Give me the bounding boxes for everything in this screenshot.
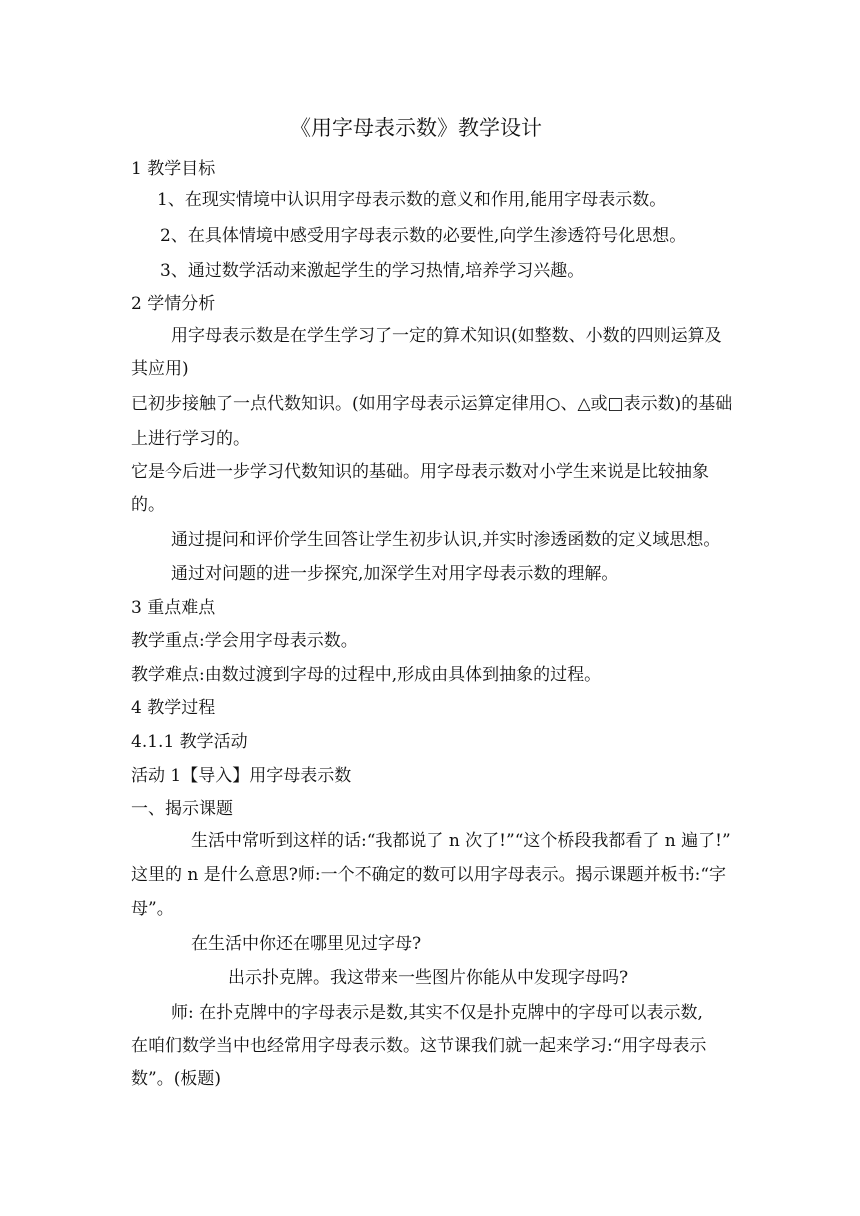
- paragraph-line: 在咱们数学当中也经常用字母表示数。这节课我们就一起来学习:“用字母表示: [131, 1036, 707, 1056]
- paragraph-line: 数”。(板题): [131, 1069, 221, 1089]
- paragraph-line: 母”。: [131, 899, 174, 919]
- paragraph-line: 在生活中你还在哪里见过字母?: [191, 934, 422, 954]
- paragraph-line: 教学难点:由数过渡到字母的过程中,形成由具体到抽象的过程。: [131, 665, 602, 685]
- paragraph-line: 通过提问和评价学生回答让学生初步认识,并实时渗透函数的定义域思想。: [171, 530, 721, 550]
- section-heading-analysis: 2 学情分析: [131, 294, 216, 314]
- goal-item: 2、在具体情境中感受用字母表示数的必要性,向学生渗透符号化思想。: [160, 226, 687, 246]
- part-heading: 一、揭示课题: [131, 799, 233, 819]
- paragraph-line: 的。: [131, 495, 165, 515]
- section-heading-goals: 1 教学目标: [131, 159, 216, 179]
- paragraph-line: 其应用): [131, 359, 189, 379]
- activity-heading: 活动 1【导入】用字母表示数: [131, 766, 352, 786]
- paragraph-line: 教学重点:学会用字母表示数。: [131, 631, 358, 651]
- document-title: 《用字母表示数》教学设计: [290, 116, 542, 140]
- paragraph-line: 上进行学习的。: [131, 429, 250, 449]
- paragraph-line: 用字母表示数是在学生学习了一定的算术知识(如整数、小数的四则运算及: [171, 326, 722, 346]
- paragraph-line: 生活中常听到这样的话:“我都说了 n 次了!”“这个桥段我都看了 n 遍了!”: [191, 831, 731, 851]
- goal-item: 3、通过数学活动来激起学生的学习热情,培养学习兴趣。: [160, 261, 585, 281]
- paragraph-line: 这里的 n 是什么意思?师:一个不确定的数可以用字母表示。揭示课题并板书:“字: [131, 865, 727, 885]
- paragraph-line: 出示扑克牌。我这带来一些图片你能从中发现字母吗?: [228, 968, 629, 988]
- paragraph-line: 师: 在扑克牌中的字母表示是数,其实不仅是扑克牌中的字母可以表示数,: [171, 1003, 703, 1023]
- paragraph-line: 它是今后进一步学习代数知识的基础。用字母表示数对小学生来说是比较抽象: [131, 462, 709, 482]
- paragraph-line: 通过对问题的进一步探究,加深学生对用字母表示数的理解。: [171, 564, 619, 584]
- paragraph-line: 已初步接触了一点代数知识。(如用字母表示运算定律用○、△或□表示数)的基础: [131, 394, 733, 414]
- section-heading-process: 4 教学过程: [131, 698, 216, 718]
- goal-item: 1、在现实情境中认识用字母表示数的意义和作用,能用字母表示数。: [157, 190, 667, 210]
- section-heading-keypoints: 3 重点难点: [131, 598, 216, 618]
- sub-heading: 4.1.1 教学活动: [131, 732, 248, 752]
